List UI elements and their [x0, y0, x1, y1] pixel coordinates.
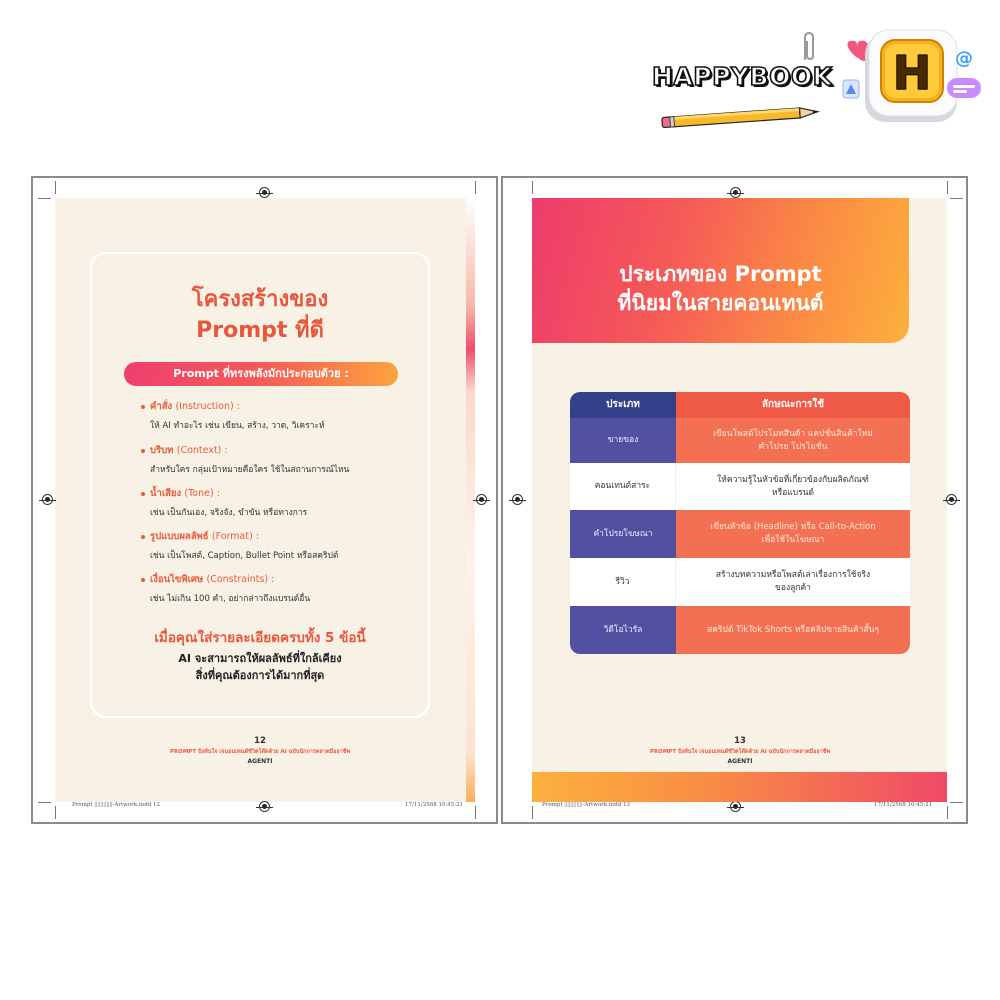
item-head: รูปแบบผลลัพธ์: [150, 531, 209, 542]
item-desc: เช่น ไม่เกิน 100 คำ, อย่ากล่าวถึงแบรนด์อื่น: [150, 594, 311, 604]
cell-type: ขายของ: [570, 418, 676, 463]
crop-mark: [532, 181, 533, 194]
slug-right-date: 17/11/2568 10:45:21: [874, 802, 933, 808]
item-desc: ให้ AI ทำอะไร เช่น เขียน, สร้าง, วาด, วิเคราะห์: [150, 421, 325, 431]
cell-usage: [676, 510, 910, 558]
title-line-1: ประเภทของ Prompt: [619, 262, 822, 286]
table-header-type: ประเภท: [570, 392, 676, 418]
item-head-en: (Tone) :: [184, 488, 220, 499]
title-line-1: โครงสร้างของ: [191, 287, 329, 312]
happybook-logo: [650, 22, 990, 132]
cell-usage-line: เพื่อใช้ในโฆษณา: [761, 535, 825, 545]
crop-mark: [947, 181, 948, 194]
pencil-icon: [660, 100, 825, 134]
h-app-icon: [835, 22, 985, 132]
page-number: 13: [734, 736, 746, 746]
cell-usage: [676, 558, 910, 606]
crop-mark: [475, 806, 476, 819]
item-desc: เช่น เป็นโพสต์, Caption, Bullet Point หรือสคริปต์: [150, 551, 339, 561]
right-page-footer: [570, 736, 910, 765]
cell-usage-line: สร้างบทความหรือโพสต์เล่าเรื่องการใช้จริง: [715, 570, 871, 580]
crop-mark: [532, 806, 533, 819]
footer-gradient-bar: [532, 772, 947, 802]
item-desc: เช่น เป็นกันเอง, จริงจัง, ขำขัน หรือทางการ: [150, 508, 308, 518]
registration-mark-icon: [512, 494, 523, 505]
cell-type: คอนเทนต์สาระ: [570, 463, 676, 510]
cell-usage-line: คำโปรย โปรโมชั่น: [758, 441, 828, 452]
running-title: PROMPT ปังทันใจ เจนอนเทนต์ชีวิตโด๊ดด้วย AI ฉบับนักการตลาดมืออาชีพ: [649, 749, 831, 755]
bullet-icon: [141, 492, 145, 496]
item-head-en: (Context) :: [176, 445, 228, 456]
crop-mark: [55, 806, 56, 819]
list-item: [150, 530, 430, 563]
publisher: AGENTI: [247, 758, 273, 765]
cell-usage-line: เขียนหัวข้อ (Headline) หรือ Call-to-Action: [710, 522, 876, 532]
publisher: AGENTI: [727, 758, 753, 765]
page-number: 12: [254, 736, 266, 746]
registration-mark-icon: [476, 494, 487, 505]
conclusion-body: [90, 650, 430, 684]
left-page-footer: [90, 736, 430, 765]
registration-mark-icon: [730, 801, 741, 812]
slug-right-file: Prompt ▯▯▯▯▯▯-Artwork.indd 13: [542, 802, 630, 808]
item-head-en: (Format) :: [211, 531, 260, 542]
slug-left-file: Prompt ▯▯▯▯▯▯-Artwork.indd 12: [72, 802, 160, 808]
bullet-icon: [141, 449, 145, 453]
slug-left-date: 17/11/2568 10:45:21: [405, 802, 464, 808]
intro-pill: Prompt ที่ทรงพลังมักประกอบด้วย :: [124, 362, 398, 386]
running-title: PROMPT ปังทันใจ เจนอนเทนต์ชีวิตโด๊ดด้วย AI ฉบับนักการตลาดมืออาชีพ: [169, 749, 351, 755]
logo-icon-letter: H: [892, 46, 932, 100]
list-item: [150, 573, 430, 606]
registration-mark-icon: [259, 187, 270, 198]
list-item: [150, 444, 430, 477]
at-sign-icon: @: [955, 48, 973, 69]
bullet-icon: [141, 535, 145, 539]
crop-mark: [950, 802, 963, 803]
conclusion-line-1: AI จะสามารถให้ผลลัพธ์ที่ใกล้เคียง: [178, 652, 342, 665]
list-item: [150, 400, 430, 433]
crop-mark: [950, 198, 963, 199]
registration-mark-icon: [946, 494, 957, 505]
item-head: คำสั่ง: [150, 401, 173, 412]
bullet-icon: [141, 405, 145, 409]
item-head: น้ำเสียง: [150, 488, 182, 499]
cell-type: วิดีโอไวรัล: [570, 606, 676, 654]
registration-mark-icon: [259, 801, 270, 812]
cell-usage: [676, 418, 910, 463]
page-title: [532, 260, 909, 318]
item-head-en: (Constraints) :: [206, 574, 275, 585]
title-line-2: ที่นิยมในสายคอนเทนต์: [617, 291, 824, 315]
conclusion-title: เมื่อคุณใส่รายละเอียดครบทั้ง 5 ข้อนี้: [154, 630, 366, 646]
registration-mark-icon: [730, 187, 741, 198]
page-title: [90, 284, 430, 346]
crop-mark: [475, 181, 476, 194]
crop-mark: [55, 181, 56, 194]
cell-type: คำโปรยโฆษณา: [570, 510, 676, 558]
item-head: บริบท: [150, 445, 174, 456]
cell-usage-line: ของลูกค้า: [775, 583, 811, 593]
item-desc: สำหรับใคร กลุ่มเป้าหมายคือใคร ใช้ในสถานการณ์ไหน: [150, 465, 350, 475]
cell-usage-line: สคริปต์ TikTok Shorts หรือคลิปขายสินค้าสั้นๆ: [707, 624, 879, 635]
prompt-types-table: [570, 392, 910, 654]
crop-mark: [38, 802, 51, 803]
item-head: เงื่อนไขพิเศษ: [150, 574, 204, 585]
crop-mark: [947, 806, 948, 819]
bullet-icon: [141, 578, 145, 582]
paperclip-icon: [798, 30, 820, 66]
cell-usage: [676, 463, 910, 510]
registration-mark-icon: [42, 494, 53, 505]
cell-usage: [676, 606, 910, 654]
list-item: [150, 487, 430, 520]
item-head-en: (Instruction) :: [175, 401, 240, 412]
cell-usage-line: หรือแบรนด์: [771, 487, 815, 498]
cell-usage-line: เขียนโพสต์โปรโมทสินค้า แคปชั่นสินค้าใหม่: [713, 428, 873, 439]
table-header-usage: ลักษณะการใช้: [676, 392, 910, 418]
title-line-2: Prompt ที่ดี: [196, 318, 324, 343]
cell-type: รีวิว: [570, 558, 676, 606]
cell-usage-line: ให้ความรู้ในหัวข้อที่เกี่ยวข้องกับผลิตภัณฑ์: [717, 474, 869, 485]
crop-mark: [38, 198, 51, 199]
logo-wordmark: HAPPYBOOK: [652, 62, 833, 91]
conclusion-line-2: สิ่งที่คุณต้องการได้มากที่สุด: [195, 669, 325, 682]
